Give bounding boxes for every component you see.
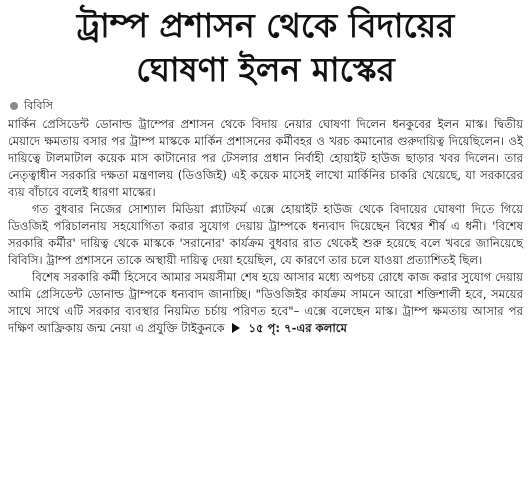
headline-line-2: ঘোষণা ইলন মাস্কের — [136, 50, 395, 89]
headline-line-1: ট্রাম্প প্রশাসন থেকে বিদায়ের — [76, 6, 455, 45]
article-paragraph-2: গত বুধবার নিজের সোশ্যাল মিডিয়া প্ল্যাটফর্ম এক্সে হোয়াইট হাউজ থেকে বিদায়ের ঘোষণা দিতে গিয়ে ডিওজিই পরিচালনায় সহযোগিতা করার সুযোগ দেয়ায় ট্রাম্পকে ধন্যবাদ দিয়েছেন বিশ্বের শীর্ষ এ ধনী। 'বিশেষ সরকারি কর্মীর' দায়িত্ব থেকে মাস্ককে 'সরানোর' কার্যক্রম বুধবার রাত থেকেই শুরু হয়েছে বলে খবরে জানিয়েছে বিবিসি। ট্রাম্প প্রশাসনে তাকে অস্থায়ী দায়িত্ব দেয়া হয়েছিল, যে কারণে তার চলে যাওয়া প্রত্যাশিতই ছিল। — [8, 202, 523, 267]
continuation-text: ১৫ পৃ: ৭-এর কলামে — [248, 321, 347, 335]
article-paragraph-3-text: বিশেষ সরকারি কর্মী হিসেবে আমার সময়সীমা শেষ হয়ে আসার মধ্যে অপচয় রোধে কাজ করার সুযোগ দেয়ায় আমি প্রেসিডেন্ট ডোনাল্ড ট্রাম্পকে ধন্যবাদ জানাচ্ছি। "ডিওজিইর কার্যক্রম সামনে আরো শক্তিশালী হবে, সময়ের সাথে সাথে এটি সরকার ব্যবস্থার নিয়মিত চর্চায় পরিণত হবে"– এক্সে বলেছেন মাস্ক। ট্রাম্প ক্ষমতায় আসার পর দক্ষিণ আফ্রিকায় জন্ম নেয়া এ প্রযুক্তি টাইকুনকে — [8, 270, 523, 335]
article-paragraph-1: মার্কিন প্রেসিডেন্ট ডোনাল্ড ট্রাম্পের প্রশাসন থেকে বিদায় নেয়ার ঘোষণা দিলেন ধনকুবের ইলন মাস্ক। দ্বিতীয় মেয়াদে ক্ষমতায় বসার পর ট্রাম্প মাস্ককে মার্কিন প্রশাসনের কর্মীবহর ও খরচ কমানোর গুরুদায়িত্ব দিয়েছিলেন। ওই দায়িত্বে টালমাটাল কয়েক মাস কাটানোর পর টেসলার প্রধান নির্বাহী হোয়াইট হাউজ ছাড়ার খবর দিলেন। তার নেতৃত্বাধীন সরকারি দক্ষতা মন্ত্রণালয় (ডিওজিই) এই কয়েক মাসেই লাখো মার্কিনির চাকরি খেয়েছে, যা সরকারের ব্যয় বাঁচাবে বলেই ধারণা মাস্কের। — [8, 117, 523, 199]
headline — [8, 4, 523, 92]
right-triangle-icon — [232, 323, 240, 333]
bullet-icon — [10, 102, 18, 110]
byline — [8, 98, 523, 114]
article-body — [8, 116, 523, 337]
continuation-note — [228, 321, 346, 335]
article-paragraph-3 — [8, 269, 523, 337]
byline-source: বিবিসি — [24, 98, 53, 112]
